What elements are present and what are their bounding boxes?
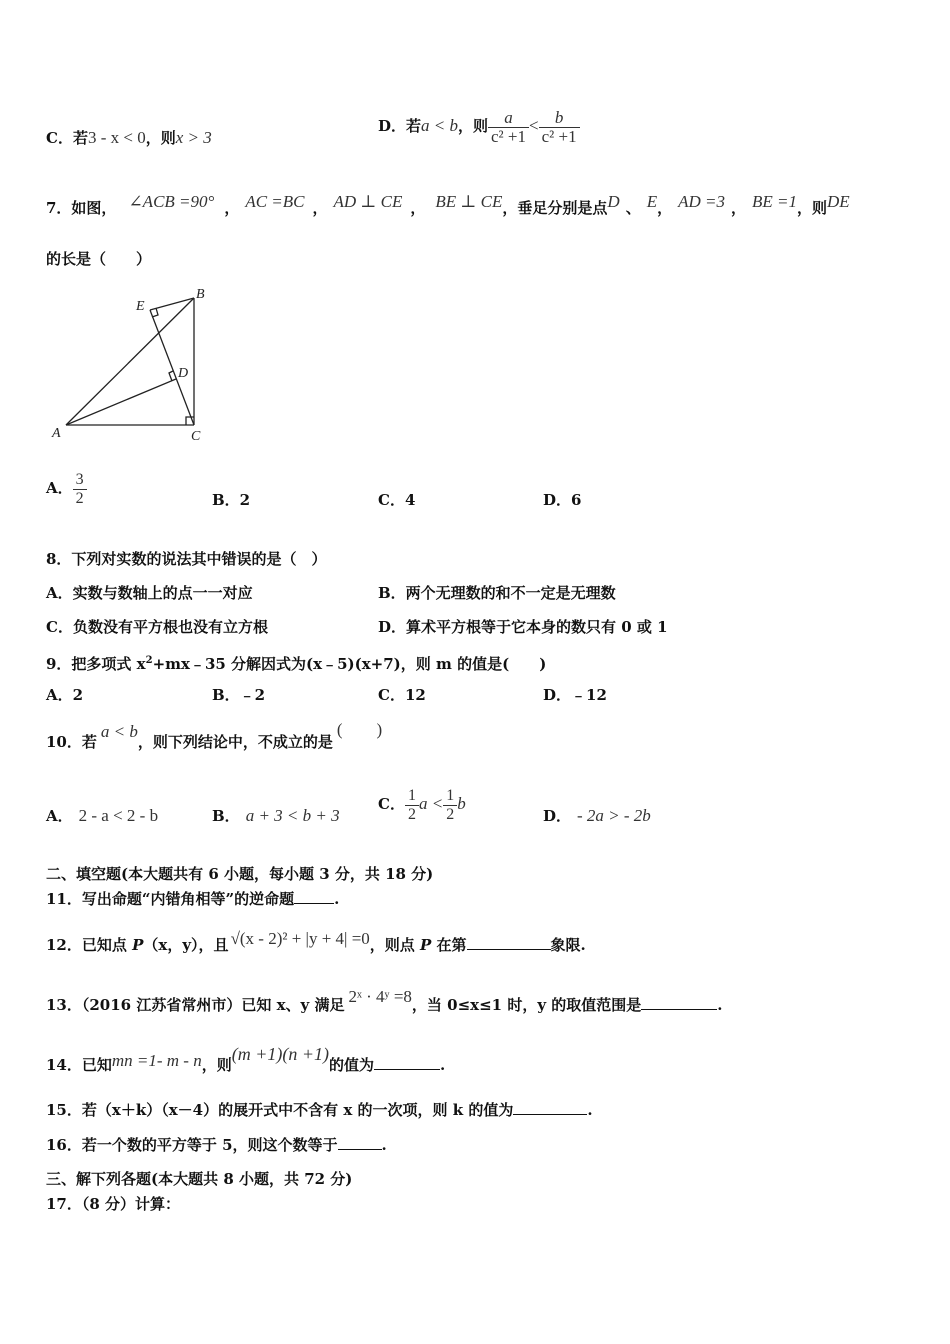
q10-option-d [543, 806, 651, 826]
q6-d-label: D．若 [378, 117, 422, 135]
fig-label-c: C [191, 429, 201, 442]
q7-a-label: A． [46, 479, 73, 497]
q16-blank [338, 1135, 382, 1150]
q12-p: P [132, 936, 144, 954]
q10-c-b: b [457, 794, 466, 813]
q9-stem [46, 651, 546, 674]
q15-blank [513, 1100, 587, 1115]
q7-foot-text: ，垂足分别是点 [502, 199, 608, 217]
q14-post: 的值为 [329, 1056, 375, 1074]
q10-c-label: C． [378, 795, 405, 813]
q8-option-a: A．实数与数轴上的点一一对应 [46, 584, 253, 602]
q7-option-b: B．2 [212, 491, 251, 509]
q10-a-label: A． [46, 807, 73, 825]
q7-pt-e: E [646, 192, 658, 211]
q8-option-c: C．负数没有平方根也没有立方根 [46, 618, 268, 636]
q7-be: BE =1 [752, 192, 798, 211]
q16-end: . [381, 1136, 387, 1154]
q7-eq1: AC =BC [245, 192, 305, 211]
q13-post: ，当 0≤x≤1 时，y 的取值范围是 [411, 996, 642, 1014]
q7-then: ，则 [797, 199, 828, 217]
q6-option-d [378, 104, 580, 148]
q16-text: 16．若一个数的平方等于 5，则这个数等于 [46, 1136, 338, 1154]
q10-option-b [212, 806, 340, 826]
q10-stem [46, 720, 383, 752]
q6-d-frac-b-num: b [539, 109, 580, 128]
q9-option-c: C．12 [378, 686, 426, 704]
q9-option-d: D．﹣12 [543, 686, 607, 704]
q10-c-den-1: 2 [407, 805, 416, 823]
q10-b-label: B． [212, 807, 240, 825]
q10-paren: ( ) [336, 720, 383, 739]
q14-pre: 14．已知 [46, 1056, 112, 1074]
q10-c-frac-2 [443, 787, 457, 824]
q10-c-num-1: 1 [405, 787, 419, 806]
q10-stem-post: ，则下列结论中，不成立的是 [137, 733, 333, 751]
q10-c-num-2: 1 [443, 787, 457, 806]
section-2-heading: 二、填空题(本大题共有 6 小题，每小题 3 分，共 18 分) [46, 865, 434, 883]
q6-d-frac-a [488, 109, 529, 146]
fig-label-a: A [52, 426, 61, 441]
q8-option-d: D．算术平方根等于它本身的数只有 0 或 1 [378, 618, 668, 636]
q7-option-c: C．4 [378, 491, 416, 509]
q6-c-result: x > 3 [175, 128, 212, 147]
q10-option-a [46, 806, 158, 826]
q13-text: 13．（2016 江苏省常州市）已知 x、y 满足 [46, 996, 345, 1014]
q10-a-expr: 2 - a < 2 - b [78, 806, 159, 825]
q6-option-c [46, 128, 212, 148]
q8-stem: 8．下列对实数的说法其中错误的是（ ） [46, 550, 327, 568]
q6-c-then: ，则 [145, 129, 176, 147]
q10-d-label: D． [543, 807, 572, 825]
q15-text: 15．若（x＋k）（x－4）的展开式中不含有 x 的一次项，则 k 的值为 [46, 1101, 514, 1119]
q9-stem-post: +mx﹣35 分解因式为(x﹣5)(x+7)，则 m 的值是( ) [152, 655, 547, 673]
q10-c-a: a < [418, 794, 444, 813]
q15-end: . [587, 1101, 593, 1119]
fig-right-angle-d [169, 371, 173, 381]
q10-b-expr: a + 3 < b + 3 [245, 806, 340, 825]
q7-intro: 7．如图， [46, 199, 117, 217]
q7-a-num: 3 [73, 471, 87, 490]
q14-mid: ，则 [201, 1056, 232, 1074]
q9-option-b: B．﹣2 [212, 686, 266, 704]
q14-expr2: (m +1)(n +1) [231, 1044, 330, 1064]
q7-a-frac [73, 471, 87, 508]
q12-p-2: P [420, 936, 432, 954]
q12-expr: √(x - 2)² + |y + 4| =0 [230, 929, 370, 948]
q10-c-den-2: 2 [446, 805, 455, 823]
q7-a-den: 2 [75, 489, 84, 507]
q7-stem [46, 192, 850, 218]
q10-option-c [378, 781, 466, 827]
q11 [46, 889, 339, 909]
q7-comma-3: ， [410, 199, 426, 217]
q11-blank [294, 889, 334, 904]
fig-label-d: D [178, 366, 189, 381]
q15 [46, 1100, 593, 1120]
q6-d-frac-b-den: c² +1 [541, 126, 577, 146]
q7-comma-5: ， [731, 199, 747, 217]
q12-pre: 12．已知点 [46, 936, 133, 954]
q6-d-lt: < [529, 116, 539, 135]
q6-c-label: C．若 [46, 129, 88, 147]
q11-end: . [334, 890, 340, 908]
q7-triangle-figure [48, 282, 218, 442]
q10-cond: a < b [100, 722, 138, 741]
q7-ad: AD =3 [678, 192, 725, 211]
q8-option-b: B．两个无理数的和不一定是无理数 [378, 584, 616, 602]
q12-coords: （x，y），且 [143, 936, 229, 954]
q12-post-pre: ，则点 [369, 936, 421, 954]
q9-sup: 2 [145, 655, 153, 666]
fig-label-e: E [136, 299, 145, 314]
q7-angle: ∠ACB =90° [128, 192, 215, 211]
q12-post: 在第 [431, 936, 467, 954]
q9-stem-pre: 9．把多项式 x [46, 655, 146, 673]
q14-blank [374, 1055, 440, 1070]
q13-end: . [717, 996, 723, 1014]
q14-end: . [440, 1056, 446, 1074]
section-3-heading: 三、解下列各题(本大题共 8 小题，共 72 分) [46, 1170, 353, 1188]
q13-blank [641, 995, 717, 1010]
q6-c-expr: 3 - x < 0 [87, 128, 146, 147]
q17: 17．（8 分）计算： [46, 1195, 181, 1213]
fig-line-ab [66, 298, 194, 425]
q7-comma-2: ， [312, 199, 328, 217]
q12 [46, 929, 586, 955]
q6-d-frac-a-num: a [488, 109, 529, 128]
q7-option-a [46, 466, 87, 510]
q7-comma-1: ， [224, 199, 240, 217]
q9-option-a: A．2 [46, 686, 84, 704]
q13-expr: 2ˣ · 4ʸ =8 [348, 987, 412, 1006]
q7-sep: 、 [625, 199, 641, 217]
fig-line-ad [66, 379, 176, 425]
q10-c-frac-1 [405, 787, 419, 824]
q14-expr1: mn =1- m - n [111, 1051, 202, 1070]
q6-d-then: ，则 [458, 117, 489, 135]
q10-d-expr: - 2a > - 2b [577, 806, 651, 825]
fig-label-b: B [196, 287, 205, 302]
q13 [46, 987, 723, 1015]
q6-d-frac-b [539, 109, 580, 146]
q6-d-cond: a < b [421, 116, 458, 135]
q16 [46, 1135, 387, 1155]
q12-end: 象限. [550, 936, 586, 954]
q11-text: 11．写出命题“内错角相等”的逆命题 [46, 890, 295, 908]
q6-d-frac-a-den: c² +1 [491, 126, 526, 146]
q7-perp2: BE ⊥ CE [435, 192, 503, 211]
q7-perp1: AD ⊥ CE [333, 192, 403, 211]
q14 [46, 1044, 446, 1075]
q7-tail: 的长是（ ） [46, 250, 152, 268]
q7-option-d: D．6 [543, 491, 582, 509]
q7-comma-4: ， [657, 199, 673, 217]
q7-de: DE [827, 192, 850, 211]
q10-stem-pre: 10．若 [46, 733, 97, 751]
q12-blank [467, 935, 551, 950]
q7-pt-d: D [607, 192, 620, 211]
